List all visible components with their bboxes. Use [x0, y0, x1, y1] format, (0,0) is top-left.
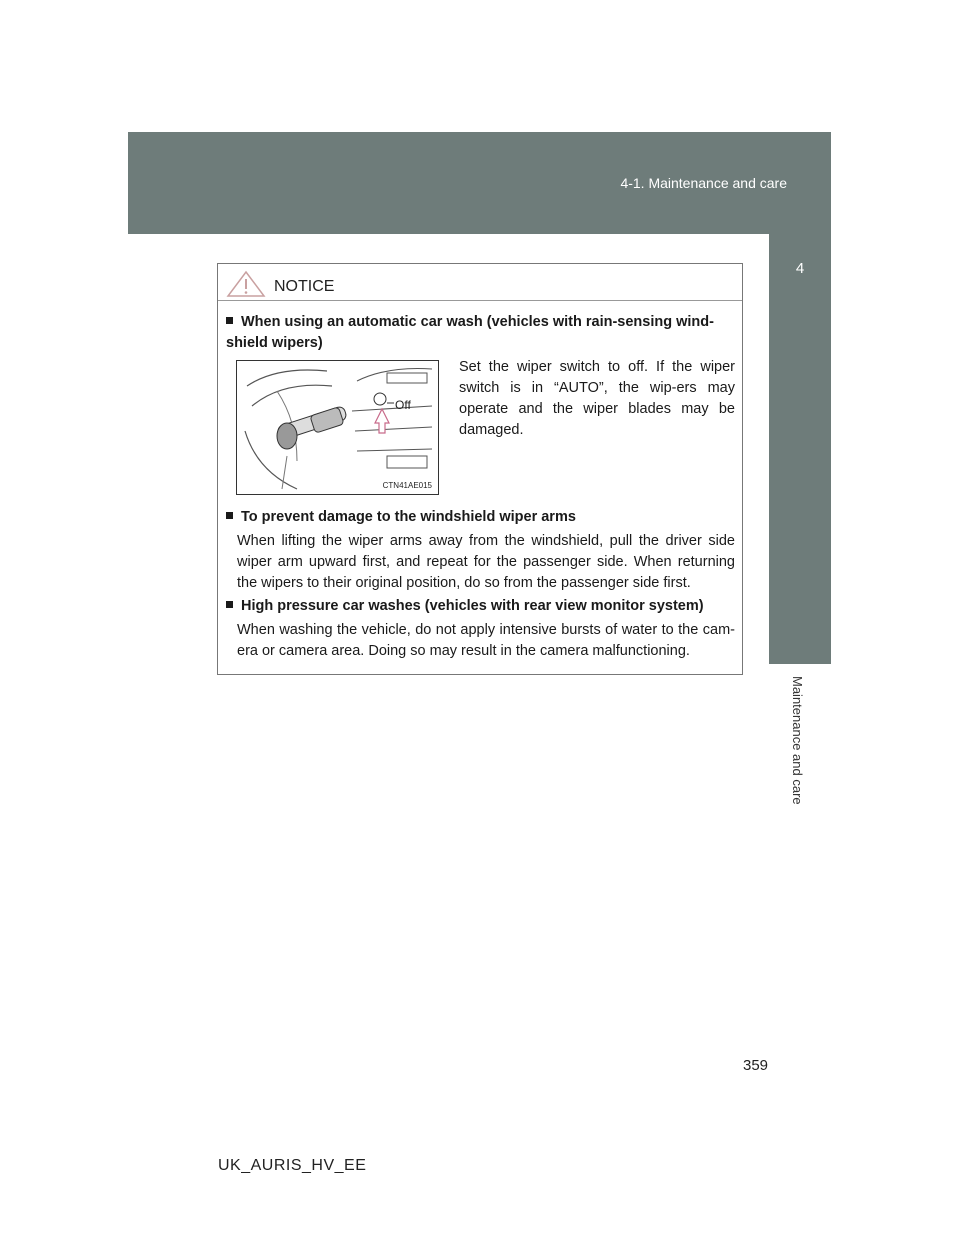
chapter-label: Maintenance and care — [790, 676, 805, 805]
bullet-square-icon — [226, 512, 233, 519]
notice-box — [217, 263, 743, 675]
chapter-number: 4 — [795, 260, 805, 277]
bullet-square-icon — [226, 317, 233, 324]
bullet-heading: When using an automatic car wash (vehicles with rain-sensing wind-shield wipers) — [226, 314, 714, 351]
document-code: UK_AURIS_HV_EE — [218, 1157, 367, 1174]
chapter-label-wrap — [769, 664, 831, 884]
chapter-tab — [769, 234, 831, 805]
figure-code: CTN41AE015 — [382, 481, 432, 490]
wiper-note: Set the wiper switch to off. If the wiper switch is in “AUTO”, the wip-ers may operate and the wiper blades may be damaged. — [459, 359, 735, 438]
bullet-text: When lifting the wiper arms away from the windshield, pull the driver side wiper arm upward first, and repeat for the passenger side. When returning the wipers to their original position, do so from the passenger side first. — [237, 533, 735, 591]
figure-callout-off: Off — [395, 398, 411, 412]
notice-divider — [218, 300, 742, 301]
warning-triangle-icon — [226, 270, 266, 298]
bullet-heading: High pressure car washes (vehicles with rear view monitor system) — [226, 596, 734, 617]
section-title: 4-1. Maintenance and care — [620, 175, 787, 191]
header-band — [128, 132, 831, 234]
wiper-switch-illustration — [237, 361, 438, 494]
page-number: 359 — [743, 1057, 769, 1074]
notice-label: NOTICE — [274, 278, 335, 295]
wiper-switch-figure — [236, 360, 439, 495]
bullet-square-icon — [226, 601, 233, 608]
bullet-heading: To prevent damage to the windshield wiper arms — [226, 507, 734, 528]
bullet-text: When washing the vehicle, do not apply intensive bursts of water to the cam-era or camera area. Doing so may result in the camera malfunctioning. — [237, 622, 735, 659]
